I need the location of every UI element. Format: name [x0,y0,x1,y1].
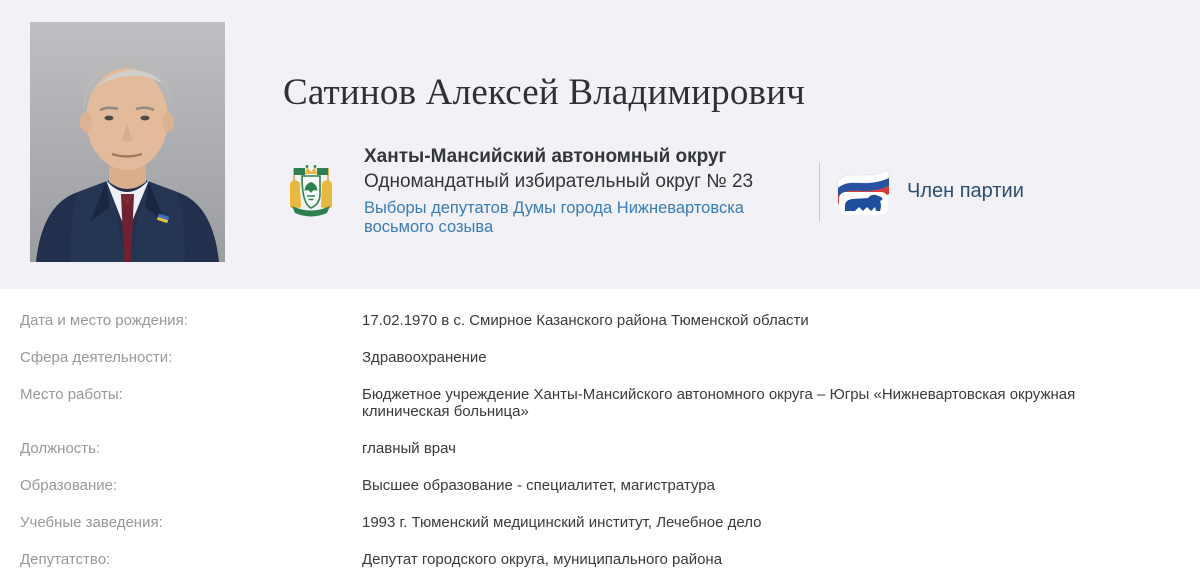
detail-value: 17.02.1970 в с. Смирное Казанского района Тюменской области [362,312,809,329]
election-link[interactable]: Выборы депутатов Думы города Нижневартовска восьмого созыва [364,199,744,236]
detail-value: главный врач [362,440,456,457]
party-membership-label: Член партии [907,180,1024,202]
detail-value: Высшее образование - специалитет, магистратура [362,477,715,494]
table-row [20,551,1180,568]
candidate-photo [30,22,225,262]
detail-label: Сфера деятельности: [20,349,173,366]
table-row [20,349,1180,366]
candidate-details-table [0,289,1200,568]
header-content [283,0,1190,237]
region-title: Ханты-Мансийский автономный округ [364,146,727,167]
table-row [20,514,1180,531]
candidate-name: Сатинов Алексей Владимирович [283,72,806,113]
detail-label: Учебные заведения: [20,514,163,531]
table-row [20,386,1180,420]
candidate-portrait-image [30,22,225,262]
detail-label: Образование: [20,477,118,494]
electoral-district: Одномандатный избирательный округ № 23 [364,171,754,192]
region-coat-of-arms-icon [286,163,336,221]
vertical-divider [819,163,820,221]
detail-value: 1993 г. Тюменский медицинский институт, Лечебное дело [362,514,762,531]
detail-value: Бюджетное учреждение Ханты-Мансийского автономного округа – Югры «Нижневартовская окружная клиническая больница» [362,386,1076,420]
detail-label: Место работы: [20,386,123,403]
detail-value: Депутат городского округа, муниципального района [362,551,723,568]
party-block [835,167,1024,217]
table-row [20,312,1180,329]
region-info [364,146,811,237]
detail-label: Дата и место рождения: [20,312,188,329]
profile-header [0,0,1200,289]
detail-label: Должность: [20,440,101,457]
united-russia-logo-icon [835,167,892,217]
table-row [20,440,1180,457]
candidate-meta-row [283,146,1190,237]
detail-label: Депутатство: [20,551,111,568]
table-row [20,477,1180,494]
detail-value: Здравоохранение [362,349,487,366]
